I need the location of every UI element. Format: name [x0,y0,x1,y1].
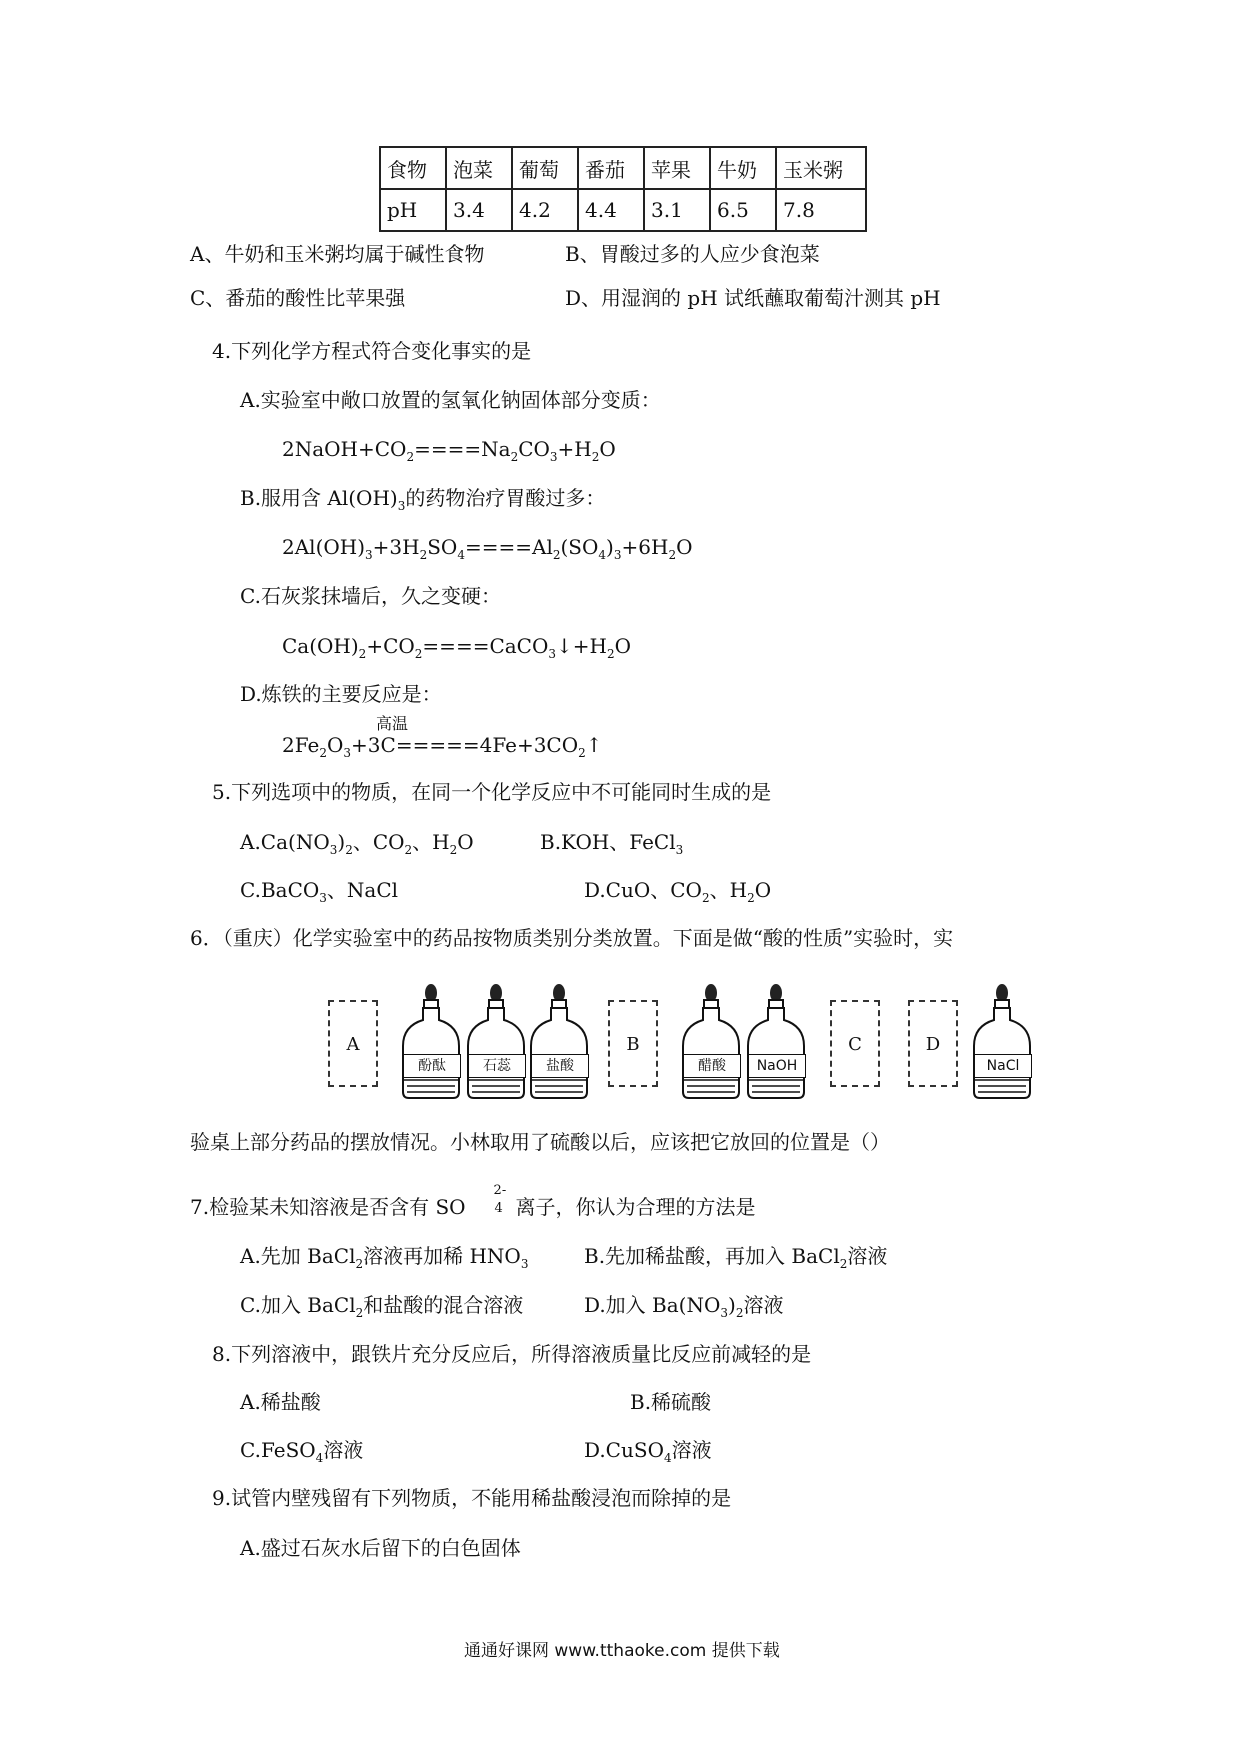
q3-option-d: D、用湿润的 pH 试纸蘸取葡萄汁测其 pH [565,286,941,310]
bottle-label: 盐酸 [531,1054,589,1078]
bottle-label: NaOH [748,1054,806,1078]
bottle-label: 石蕊 [468,1054,526,1078]
empty-slot-a: A [328,1000,378,1087]
q5-option-b: B.KOH、FeCl$_3$ [540,830,684,857]
page-footer: 通通好课网 www.tthaoke.com 提供下载 [464,1641,780,1661]
table-cell: 玉米粥 [776,147,866,189]
q5-option-a: $A.Ca(NO_3)_2$、$CO_2$、$H_2O$ [240,830,474,857]
reagent-shelf-figure [318,982,1038,1100]
q3-option-c: C、番茄的酸性比苹果强 [190,286,406,310]
reagent-bottle [395,982,467,1100]
q4-equation-c: $Ca(OH)_2+CO_2====CaCO_3↓+H_2O$ [282,634,632,661]
q7-option-b: B.先加稀盐酸，再加入 BaCl$_2$溶液 [584,1244,888,1271]
q8-option-c: C.FeSO$_4$溶液 [240,1438,364,1465]
q7-option-d: D.加入 $Ba(NO_3)_2$溶液 [584,1293,784,1320]
q9-option-a: A.盛过石灰水后留下的白色固体 [240,1536,521,1560]
reagent-bottle [740,982,812,1100]
table-cell: 3.1 [644,189,710,231]
bottle-label: 醋酸 [683,1054,741,1078]
q7-option-c: C.加入 BaCl$_2$和盐酸的混合溶液 [240,1293,524,1320]
table-cell: 4.4 [578,189,644,231]
table-cell: 6.5 [710,189,776,231]
table-cell: 番茄 [578,147,644,189]
q4-stem: 4.下列化学方程式符合变化事实的是 [212,339,532,363]
reagent-bottle [966,982,1038,1100]
empty-slot-b: B [608,1000,658,1087]
table-cell: 苹果 [644,147,710,189]
table-cell: 7.8 [776,189,866,231]
q3-option-a: A、牛奶和玉米粥均属于碱性食物 [190,242,485,266]
table-cell: 食物 [380,147,446,189]
q4-option-b: B.服用含 $Al(OH)_3$的药物治疗胃酸过多： [240,486,606,513]
table-row [380,189,866,231]
table-cell: 泡菜 [446,147,512,189]
q9-stem: 9.试管内壁残留有下列物质，不能用稀盐酸浸泡而除掉的是 [212,1486,732,1510]
q3-option-b: B、胃酸过多的人应少食泡菜 [565,242,820,266]
q4-option-c: C.石灰浆抹墙后，久之变硬： [240,584,501,608]
q8-option-a: A.稀盐酸 [240,1390,321,1414]
q8-option-b: B.稀硫酸 [630,1390,712,1414]
q6-stem-line1: 6．（重庆）化学实验室中的药品按物质类别分类放置。下面是做“酸的性质”实验时，实 [190,926,954,950]
ph-table [379,146,867,232]
q4-option-d: D.炼铁的主要反应是： [240,682,442,706]
reagent-bottle [675,982,747,1100]
q5-option-d: D.CuO、$CO_2$、$H_2O$ [584,878,772,905]
q4-option-a: A.实验室中敞口放置的氢氧化钠固体部分变质： [240,388,661,412]
q8-stem: 8.下列溶液中，跟铁片充分反应后，所得溶液质量比反应前减轻的是 [212,1342,812,1366]
q7-option-a: A.先加 BaCl$_2$溶液再加稀 $HNO_3$ [240,1244,529,1271]
empty-slot-d: D [908,1000,958,1087]
q7-stem: 7.检验某未知溶液是否含有 SO 2- 4 离子，你认为合理的方法是 [190,1183,756,1219]
q4-equation-d: $2Fe_2O_3+3C=====4Fe+3CO_2↑$ [282,733,603,760]
sulfate-ion: 2- 4 [493,1183,507,1216]
table-cell: 4.2 [512,189,578,231]
reagent-bottle [460,982,532,1100]
table-cell: 葡萄 [512,147,578,189]
q6-stem-line2: 验桌上部分药品的摆放情况。小林取用了硫酸以后，应该把它放回的位置是（） [190,1130,890,1154]
q4-equation-a: $2NaOH+CO_2====Na_2CO_3+H_2O$ [282,437,616,464]
q8-option-d: D.CuSO$_4$溶液 [584,1438,712,1465]
reaction-condition: 高温 [376,714,409,733]
q5-option-c: C.BaCO$_3$、NaCl [240,878,399,905]
empty-slot-c: C [830,1000,880,1087]
table-cell: 牛奶 [710,147,776,189]
bottle-label: NaCl [974,1054,1032,1078]
q5-stem: 5.下列选项中的物质，在同一个化学反应中不可能同时生成的是 [212,780,772,804]
table-row [380,147,866,189]
reagent-bottle [523,982,595,1100]
q4-equation-b: $2Al(OH)_3+3H_2SO_4====Al_2(SO_4)_3+6H_2O$ [282,535,693,562]
table-cell: pH [380,189,446,231]
bottle-label: 酚酞 [403,1054,461,1078]
table-cell: 3.4 [446,189,512,231]
